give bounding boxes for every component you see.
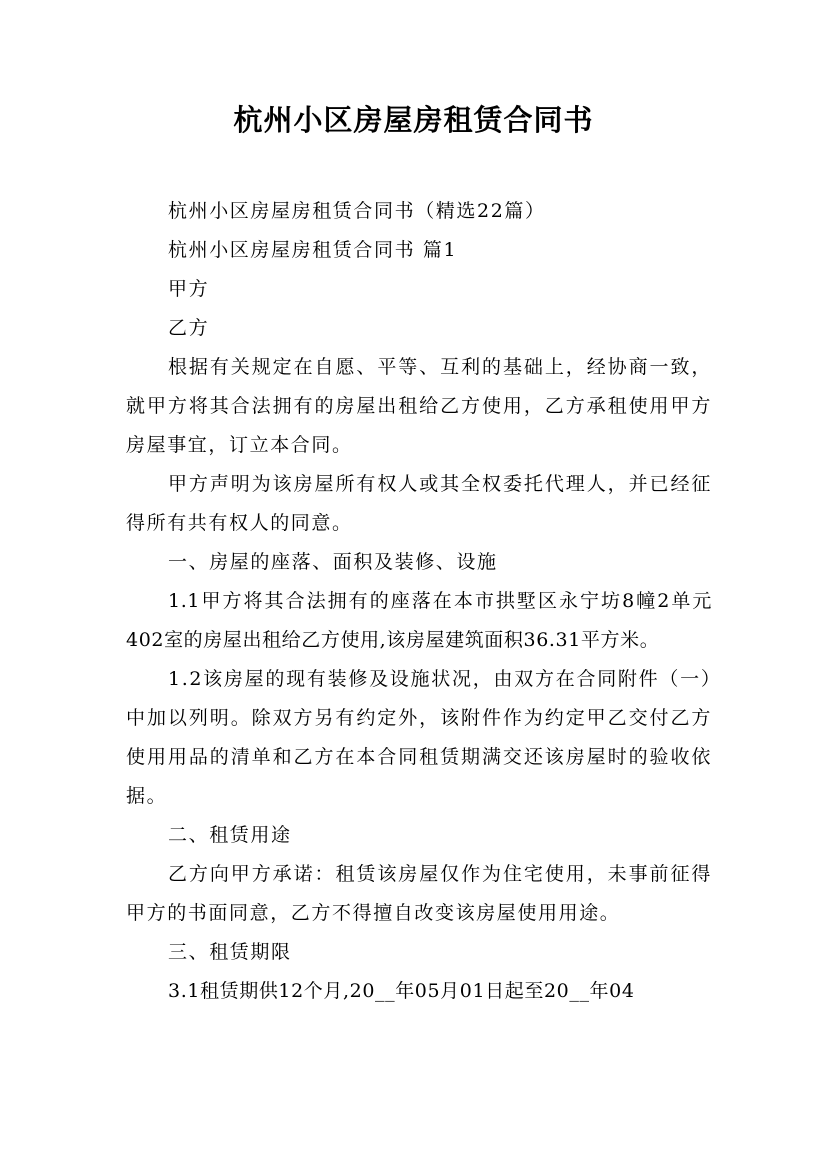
paragraph-section-heading: 杭州小区房屋房租赁合同书 篇1 (168, 239, 458, 261)
paragraph-heading-1: 一、房屋的座落、面积及装修、设施 (168, 551, 498, 573)
paragraph-declaration: 甲方声明为该房屋所有权人或其全权委托代理人，并已经征得所有共有权人的同意。 (126, 473, 712, 534)
document-title: 杭州小区房屋房租赁合同书 (233, 103, 594, 137)
paragraph-preamble: 根据有关规定在自愿、平等、互利的基础上，经协商一致，就甲方将其合法拥有的房屋出租给乙方使用，乙方承租使用甲方房屋事宜，订立本合同。 (126, 356, 712, 456)
paragraph-heading-2: 二、租赁用途 (168, 824, 292, 846)
paragraph-heading-3: 三、租赁期限 (168, 941, 292, 963)
paragraph-subtitle: 杭州小区房屋房租赁合同书（精选22篇） (168, 200, 546, 222)
paragraph-clause-3-1: 3.1租赁期供12个月,20__年05月01日起至20__年04 (168, 980, 635, 1002)
paragraph-clause-2: 乙方向甲方承诺：租赁该房屋仅作为住宅使用，未事前征得甲方的书面同意，乙方不得擅自改变该房屋使用用途。 (126, 863, 712, 924)
paragraph-party-b: 乙方 (168, 317, 210, 339)
document-body (126, 192, 712, 1011)
paragraph-clause-1-2: 1.2该房屋的现有装修及设施状况，由双方在合同附件（一）中加以列明。除双方另有约定外，该附件作为约定甲乙交付乙方使用用品的清单和乙方在本合同租赁期满交还该房屋时的验收依据。 (126, 668, 712, 807)
paragraph-clause-1-1: 1.1甲方将其合法拥有的座落在本市拱墅区永宁坊8幢2单元402室的房屋出租给乙方使用,该房屋建筑面积36.31平方米。 (126, 590, 712, 651)
paragraph-party-a: 甲方 (168, 278, 210, 300)
